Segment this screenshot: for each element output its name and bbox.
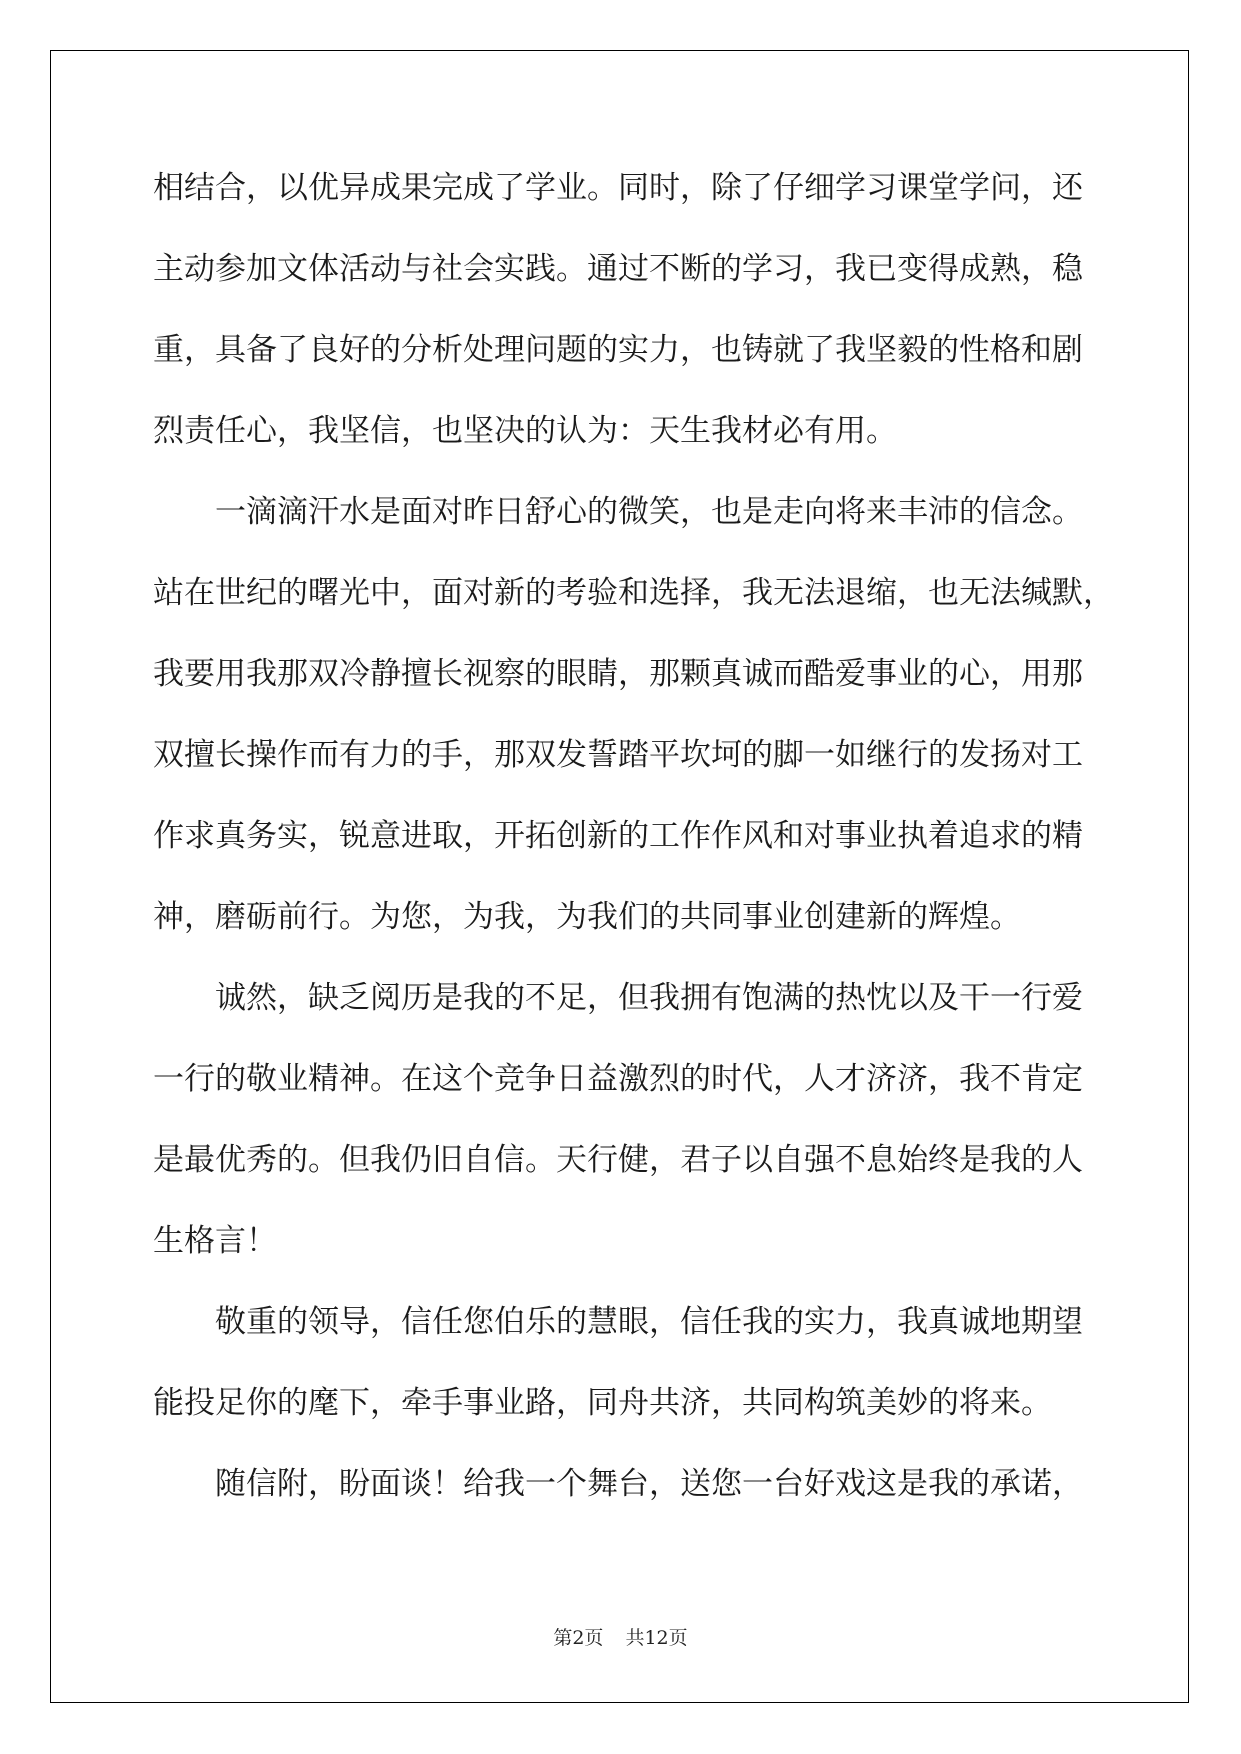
text-line: 神，磨砺前行。为您，为我，为我们的共同事业创建新的辉煌。 [153, 899, 1021, 935]
text-line: 一行的敬业精神。在这个竞争日益激烈的时代，人才济济，我不肯定 [153, 1061, 1083, 1097]
text-line: 我要用我那双冷静擅长视察的眼睛，那颗真诚而酷爱事业的心，用那 [153, 656, 1083, 692]
page-total: 共12页 [625, 1627, 688, 1649]
text-line: 敬重的领导，信任您伯乐的慧眼，信任我的实力，我真诚地期望 [215, 1304, 1083, 1340]
text-line: 重，具备了良好的分析处理问题的实力，也铸就了我坚毅的性格和剧 [153, 332, 1083, 368]
text-line: 一滴滴汗水是面对昨日舒心的微笑，也是走向将来丰沛的信念。 [215, 494, 1083, 530]
text-line: 诚然，缺乏阅历是我的不足，但我拥有饱满的热忱以及干一行爱 [215, 980, 1083, 1016]
text-line: 主动参加文体活动与社会实践。通过不断的学习，我已变得成熟，稳 [153, 251, 1083, 287]
text-line: 烈责任心，我坚信，也坚决的认为：天生我材必有用。 [153, 413, 897, 449]
text-line: 生格言！ [153, 1223, 277, 1259]
text-line: 双擅长操作而有力的手，那双发誓踏平坎坷的脚一如继行的发扬对工 [153, 737, 1083, 773]
page-number: 第2页 [553, 1627, 604, 1649]
text-line: 站在世纪的曙光中，面对新的考验和选择，我无法退缩，也无法缄默， [153, 575, 1114, 611]
page-footer [0, 1623, 1241, 1650]
text-line: 相结合，以优异成果完成了学业。同时，除了仔细学习课堂学问，还 [153, 170, 1083, 206]
text-line: 作求真务实，锐意进取，开拓创新的工作作风和对事业执着追求的精 [153, 818, 1083, 854]
text-line: 随信附，盼面谈！给我一个舞台，送您一台好戏这是我的承诺， [215, 1466, 1083, 1502]
document-body [153, 160, 1114, 1537]
text-line: 能投足你的麾下，牵手事业路，同舟共济，共同构筑美妙的将来。 [153, 1385, 1052, 1421]
text-line: 是最优秀的。但我仍旧自信。天行健，君子以自强不息始终是我的人 [153, 1142, 1083, 1178]
